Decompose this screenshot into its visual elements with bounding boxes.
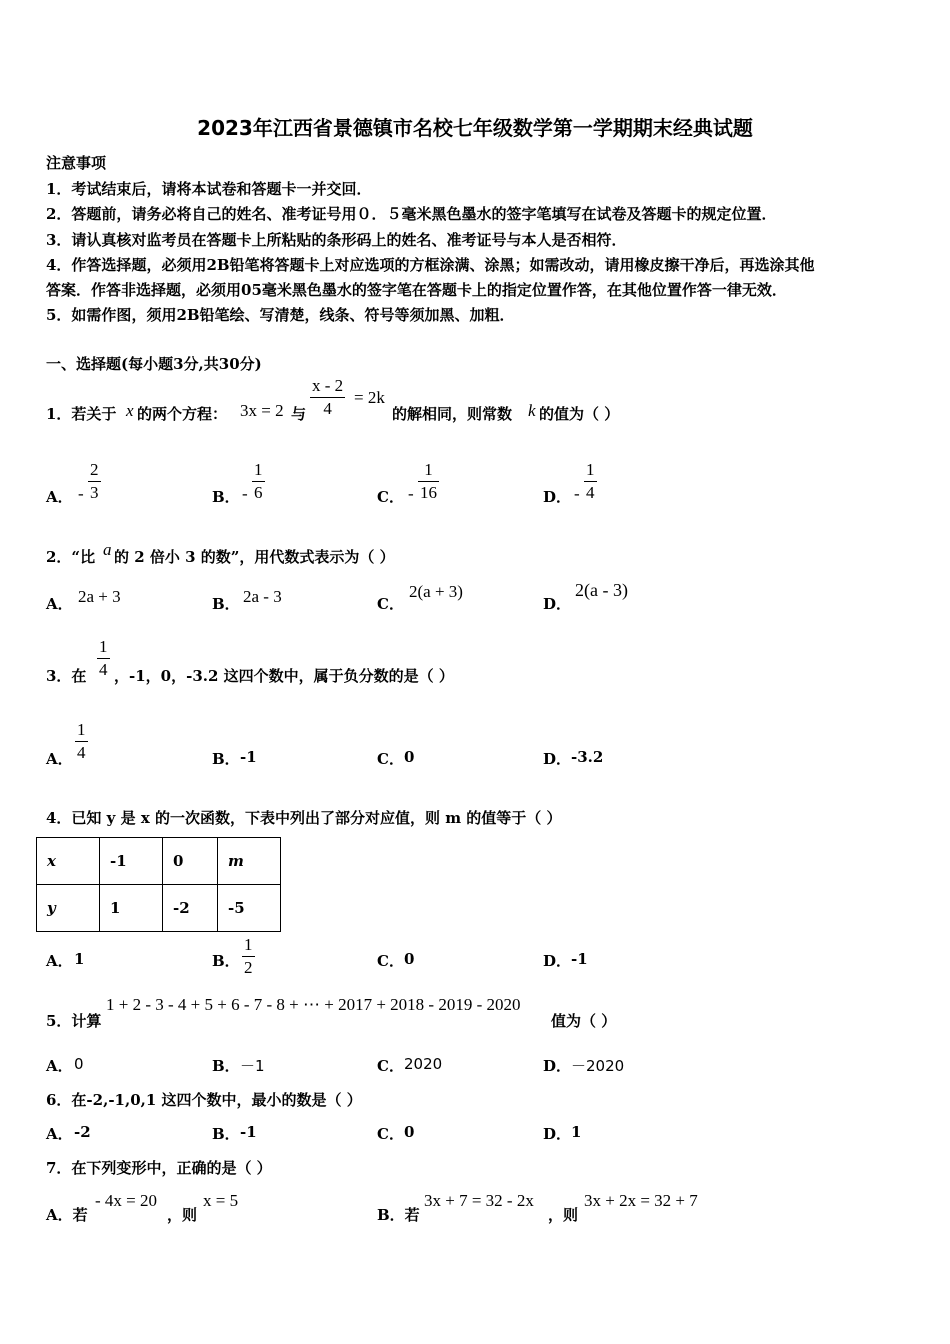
table-cell: -1 [100,838,163,885]
q6-option-c-text: 0 [404,1123,415,1141]
notice-item: 4．作答选择题，必须用2B铅笔将答题卡上对应选项的方框涂满、涂黑；如需改动，请用橡皮擦干净后，再选涂其他 [46,256,815,274]
q1-option-c-sign: - [408,484,414,503]
q6-option-a-label: A． [46,1125,73,1143]
q7-option-a-label: A．若 [46,1206,88,1224]
q2-option-a-expr: 2a + 3 [78,587,121,606]
q1-frac-num: x - 2 [312,376,344,395]
table-row [37,885,281,932]
frac-num: 1 [99,637,108,656]
q5-prefix: 5．计算 [46,1012,102,1030]
q1-mid2: 与 [291,405,307,423]
q7-option-b-eq1: 3x + 7 = 32 - 2x [424,1191,534,1210]
q7-option-b-label: B．若 [377,1206,420,1224]
table-cell: 0 [163,838,218,885]
table-cell: x [37,838,100,885]
frac-den: 2 [244,958,253,977]
q2-option-d-expr: 2(a - 3) [575,580,628,600]
q1-option-d-sign: - [574,484,580,503]
frac-num: 1 [77,720,86,739]
q1-option-c-fraction [418,460,439,503]
q4-stem: 4．已知 y 是 x 的一次函数，下表中列出了部分对应值，则 m 的值等于（ ） [46,809,562,827]
q1-option-b-sign: - [242,484,248,503]
q2-suffix: 的 2 倍小 3 的数”，用代数式表示为（ ） [114,548,395,566]
q4-value-table [36,837,281,932]
q1-option-d-fraction [584,460,597,503]
frac-num: 1 [424,460,433,479]
q5-option-a-text: 0 [74,1055,84,1073]
q2-option-c-label: C． [377,595,404,613]
q4-option-b-label: B． [212,952,240,970]
q1-frac-den: 4 [323,399,332,418]
frac-num: 2 [90,460,99,479]
q6-option-b-text: -1 [240,1123,257,1141]
table-cell: m [218,838,281,885]
q3-option-d-label: D． [543,750,572,768]
notice-item: 答案．作答非选择题，必须用05毫米黑色墨水的签字笔在答题卡上的指定位置作答，在其他位置作答一律无效． [46,281,787,299]
frac-num: 1 [244,935,253,954]
q2-option-b-expr: 2a - 3 [243,587,282,606]
q7-stem: 7．在下列变形中，正确的是（ ） [46,1159,272,1177]
q7-option-a-mid: ，则 [167,1206,198,1224]
q6-stem: 6．在-2,-1,0,1 这四个数中，最小的数是（ ） [46,1091,362,1109]
q4-option-d-label: D． [543,952,572,970]
q2-option-b-label: B． [212,595,240,613]
q6-option-d-text: 1 [571,1123,582,1141]
q3-fraction [97,637,110,680]
q3-option-b-label: B． [212,750,240,768]
q4-option-d-text: -1 [571,950,588,968]
q2-prefix: 2．“比 [46,548,96,566]
q3-option-d-text: -3.2 [571,748,604,766]
q1-option-a-sign: - [78,484,84,503]
q5-suffix: 值为（ ） [551,1012,617,1030]
frac-den: 3 [90,483,99,502]
table-cell: 1 [100,885,163,932]
q4-option-a-label: A． [46,952,73,970]
q1-option-b-label: B． [212,488,240,506]
q5-option-c-label: C． [377,1057,404,1075]
q5-expression: 1 + 2 - 3 - 4 + 5 + 6 - 7 - 8 + ⋯ + 2017 + 2018 - 2019 - 2020 [106,995,521,1014]
q7-option-b-mid: ，则 [548,1206,579,1224]
q4-option-a-text: 1 [74,950,85,968]
q6-option-b-label: B． [212,1125,240,1143]
q2-option-d-label: D． [543,595,572,613]
q1-option-b-fraction [252,460,265,503]
frac-den: 4 [586,483,595,502]
q2-var-a: a [103,540,112,559]
q5-option-a-label: A． [46,1057,73,1075]
notice-item: 2．答题前，请务必将自己的姓名、准考证号用０．５毫米黑色墨水的签字笔填写在试卷及答题卡的规定位置． [46,205,777,223]
q5-option-b-text: －1 [240,1057,265,1075]
q6-option-d-label: D． [543,1125,572,1143]
table-cell: -2 [163,885,218,932]
frac-den: 4 [99,660,108,679]
q1-equation-2-rhs: = 2k [354,388,385,407]
q3-option-c-text: 0 [404,748,415,766]
frac-den: 6 [254,483,263,502]
q2-option-c-expr: 2(a + 3) [409,582,463,601]
q4-option-c-label: C． [377,952,404,970]
q6-option-c-label: C． [377,1125,404,1143]
q2-option-a-label: A． [46,595,73,613]
q1-fraction [310,376,345,419]
notice-item: 3．请认真核对监考员在答题卡上所粘贴的条形码上的姓名、准考证号与本人是否相符． [46,231,627,249]
q5-option-c-text: 2020 [404,1055,443,1073]
q3-option-b-text: -1 [240,748,257,766]
q1-option-a-fraction [88,460,101,503]
notice-item: 5．如需作图，须用2B铅笔绘、写清楚，线条、符号等须加黑、加粗． [46,306,515,324]
q4-option-c-text: 0 [404,950,415,968]
frac-den: 4 [77,743,86,762]
q1-prefix: 1．若关于 [46,405,117,423]
q1-mid3: 的解相同，则常数 [392,405,513,423]
table-cell: -5 [218,885,281,932]
q4-option-b-fraction [242,935,255,978]
table-row [37,838,281,885]
q6-option-a-text: -2 [74,1123,91,1141]
q5-option-d-label: D． [543,1057,572,1075]
q1-suffix: 的值为（ ） [539,405,620,423]
q1-option-d-label: D． [543,488,572,506]
q3-option-c-label: C． [377,750,404,768]
frac-den: 16 [420,483,437,502]
frac-num: 1 [254,460,263,479]
q5-option-b-label: B． [212,1057,240,1075]
q7-option-a-eq1: - 4x = 20 [95,1191,157,1210]
q1-mid1: 的两个方程： [137,405,228,423]
q3-option-a-fraction [75,720,88,763]
q7-option-b-eq2: 3x + 2x = 32 + 7 [584,1191,698,1210]
q3-suffix: ，-1，0，-3.2 这四个数中，属于负分数的是（ ） [114,667,454,685]
q3-option-a-label: A． [46,750,73,768]
page-title: 2023年江西省景德镇市名校七年级数学第一学期期末经典试题 [197,116,753,140]
table-cell: y [37,885,100,932]
q1-var-k: k [528,401,536,420]
q1-option-a-label: A． [46,488,73,506]
frac-num: 1 [586,460,595,479]
q1-option-c-label: C． [377,488,404,506]
q5-option-d-text: －2020 [571,1057,625,1075]
q3-prefix: 3．在 [46,667,87,685]
q1-equation-1: 3x = 2 [240,401,284,420]
notice-item: 1．考试结束后，请将本试卷和答题卡一并交回． [46,180,372,198]
q1-var-x: x [126,401,134,420]
q7-option-a-eq2: x = 5 [203,1191,239,1210]
notice-heading: 注意事项 [46,154,107,172]
section-heading: 一、选择题(每小题3分,共30分) [46,355,262,373]
